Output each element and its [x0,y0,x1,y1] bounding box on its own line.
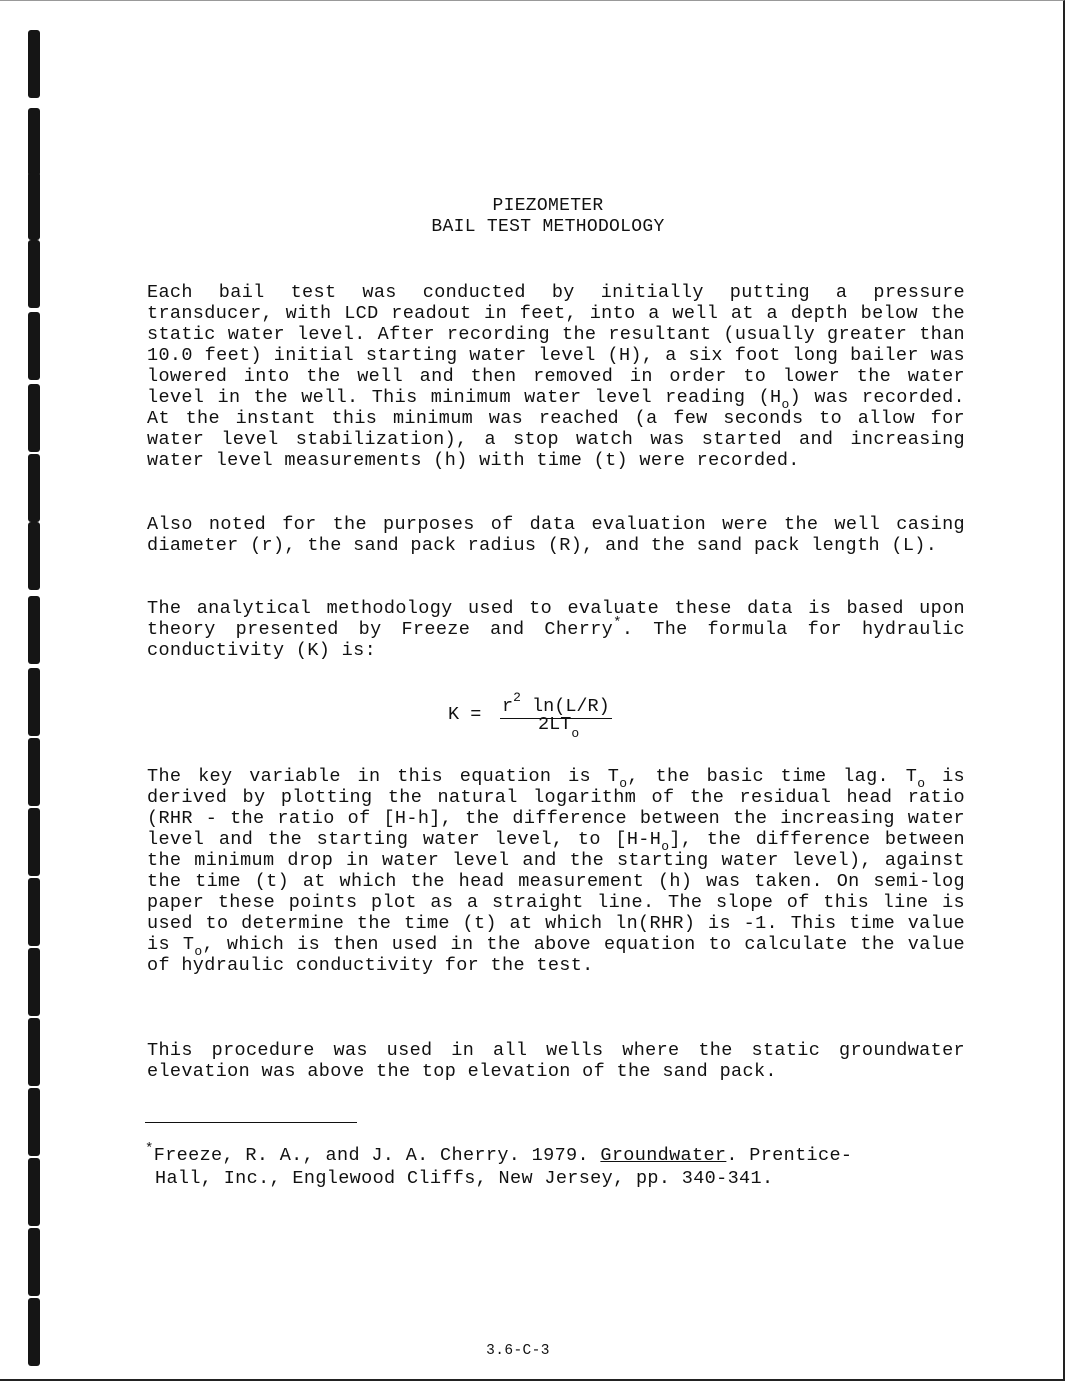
footnote-line-1 [145,1141,945,1167]
subscript: o [619,776,628,791]
footnote-line-2: Hall, Inc., Englewood Cliffs, New Jersey, pp. 340-341. [155,1168,774,1189]
formula-r: r [502,696,514,717]
subscript: o [781,397,790,412]
title-line-2: BAIL TEST METHODOLOGY [431,217,665,237]
footnote-mark: * [145,1141,154,1157]
paragraph-text: ) was recorded. At the instant this minimum was reached (a few seconds to allow for water level stabilization), a stop watch was started and increasing water level measurements (h) with time (t) were recorded. [147,387,965,471]
paragraph-measurements: Also noted for the purposes of data evaluation were the well casing diameter (r), the sand pack radius (R), and the sand pack length (L). [147,514,965,556]
paragraph-text: The analytical methodology used to evaluate these data is based upon theory presented by Freeze and Cherry [147,598,965,640]
formula-lhs: K = [448,704,482,725]
binding-hole [28,668,40,736]
binding-hole [28,108,40,176]
footnote-divider [145,1122,357,1123]
paragraph-text: ], the difference between the minimum drop in water level and the starting water level), against the time (t) at which the head measurement (h) was taken. On semi-log paper these points plot as a straight line. The slope of this line is used to determine the time (t) at which ln(RHR) is -1. This time value is T [147,829,966,955]
binding-hole [28,240,40,308]
document-title [0,196,1065,238]
binding-hole [28,454,40,522]
binding-hole [28,312,40,380]
footnote-book-title: Groundwater [600,1145,727,1166]
binding-hole [28,808,40,876]
binding-hole [28,738,40,806]
conductivity-formula [448,690,668,750]
subscript: o [917,776,926,791]
footnote [145,1141,945,1190]
paragraph-procedure [147,282,965,471]
formula-exponent: 2 [513,690,521,705]
footnote-text: Freeze, R. A., and J. A. Cherry. 1979. [153,1145,601,1166]
binding-hole [28,1228,40,1296]
formula-denominator [538,714,579,741]
binding-hole [28,1088,40,1156]
paragraph-text: , which is then used in the above equation to calculate the value of hydraulic conductivity for the test. [147,934,965,976]
formula-2lt: 2LT [538,714,572,735]
footnote-reference: * [613,615,622,631]
binding-hole [28,1018,40,1086]
page-number: 3.6-C-3 [486,1343,550,1359]
title-line-1: PIEZOMETER [492,196,604,216]
binding-hole [28,1158,40,1226]
paragraph-methodology [147,598,965,661]
paragraph-text: The key variable in this equation is T [147,766,620,787]
subscript: o [194,944,203,959]
binding-hole [28,522,40,590]
footnote-text: . Prentice- [726,1145,853,1166]
binding-hole [28,596,40,664]
paragraph-time-lag [147,766,965,976]
paragraph-text: Each bail test was conducted by initially putting a pressure transducer, with LCD readout in feet, into a well at a depth below the static water level. After recording the resultant (usually greater than 10.0 feet) initial starting water level (H), a six foot long bailer was lowered into the well and then removed in order to lower the water level in the well. This minimum water level reading (H [147,282,965,408]
paragraph-text: , the basic time lag. T [627,766,918,787]
binding-hole [28,878,40,946]
binding-hole [28,30,40,98]
paragraph-text: . The formula for hydraulic conductivity (K) is: [147,619,966,661]
paragraph-scope: This procedure was used in all wells where the static groundwater elevation was above the top elevation of the sand pack. [147,1040,965,1082]
formula-subscript: o [571,726,580,741]
binding-hole [28,384,40,452]
paragraph-text: is derived by plotting the natural logarithm of the residual head ratio (RHR - the ratio of [H-h], the difference between the increasing water level and the starting water level, to [H-H [147,766,965,850]
subscript: o [661,839,670,854]
formula-ln: ln(L/R) [520,696,610,717]
binding-hole [28,948,40,1016]
